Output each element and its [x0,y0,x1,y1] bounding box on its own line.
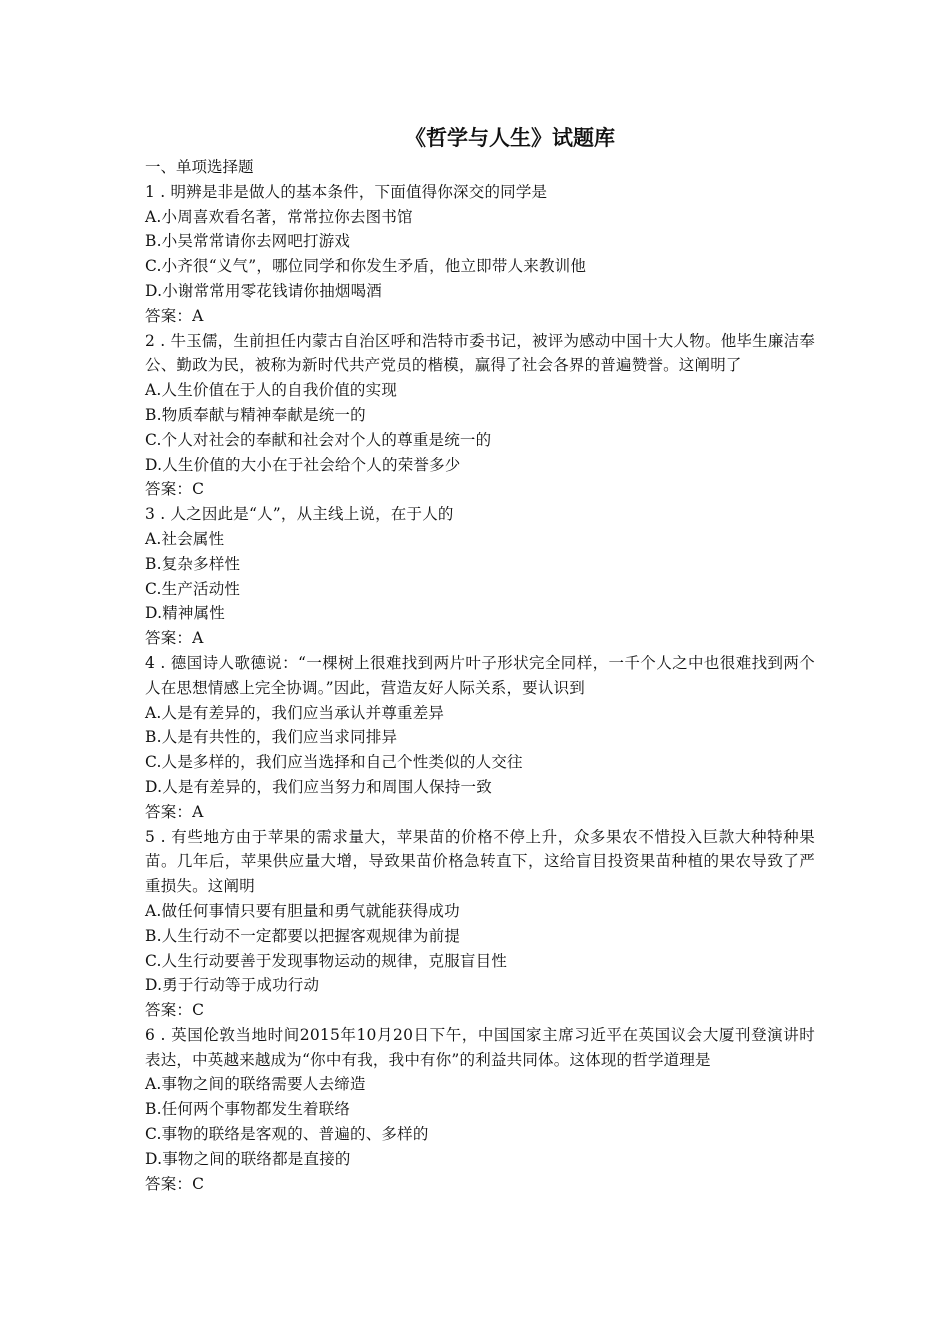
answer-key: 答案：A [145,306,204,325]
answer-option: A.人是有差异的，我们应当承认并尊重差异 [145,703,445,722]
question-number: 2 [145,331,156,350]
question-number: 1 [145,182,156,201]
question-item [145,1023,815,1197]
question-number-separator: . [155,505,171,524]
answer-option: D.精神属性 [145,604,226,623]
question-number-separator: . [155,653,171,672]
answer-option: C.个人对社会的奉献和社会对个人的尊重是统一的 [145,430,492,449]
answer-key: 答案：C [145,480,205,499]
section-heading: 一、单项选择题 [145,158,254,176]
document-title: 《哲学与人生》试题库 [405,125,615,150]
answer-option: C.人生行动要善于发现事物运动的规律，克服盲目性 [145,951,508,970]
question-number-separator: . [155,182,171,201]
answer-option: A.小周喜欢看名著，常常拉你去图书馆 [145,207,413,226]
answer-option: A.做任何事情只要有胆量和勇气就能获得成功 [145,901,460,920]
question-item [145,651,815,825]
question-text: 牛玉儒，生前担任内蒙古自治区呼和浩特市委书记，被评为感动中国十大人物。他毕生廉洁奉公、勤政为民，被称为新时代共产党员的楷模，赢得了社会各界的普遍赞誉。这阐明了 [145,331,815,375]
answer-option: B.人是有共性的，我们应当求同排异 [145,728,398,747]
question-number-separator: . [155,827,172,846]
question-number: 3 [145,505,156,524]
question-text: 英国伦敦当地时间2015年10月20日下午，中国国家主席习近平在英国议会大厦刊登演讲时表达，中英越来越成为“你中有我，我中有你”的利益共同体。这体现的哲学道理是 [145,1025,815,1069]
question-item [145,180,815,329]
answer-key: 答案：C [145,1001,205,1020]
answer-option: C.生产活动性 [145,579,241,598]
answer-option: B.任何两个事物都发生着联络 [145,1100,351,1119]
question-item [145,825,815,1023]
answer-option: A.社会属性 [145,529,225,548]
question-stem [145,825,815,899]
answer-option: D.人是有差异的，我们应当努力和周围人保持一致 [145,777,492,796]
question-stem [145,1023,815,1073]
answer-key: 答案：A [145,802,204,821]
document-page [145,123,815,1196]
answer-option: B.人生行动不一定都要以把握客观规律为前提 [145,926,461,945]
question-number: 5 [145,827,156,846]
question-item [145,502,815,651]
answer-key: 答案：A [145,629,204,648]
question-number-separator: . [155,1025,172,1044]
answer-option: A.事物之间的联络需要人去缔造 [145,1075,366,1094]
question-text: 人之因此是“人”，从主线上说，在于人的 [170,505,454,524]
answer-option: B.物质奉献与精神奉献是统一的 [145,405,366,424]
question-number: 6 [145,1025,156,1044]
question-item [145,329,815,503]
question-text: 有些地方由于苹果的需求量大，苹果苗的价格不停上升，众多果农不惜投入巨款大种特种果苗。几年后，苹果供应量大增，导致果苗价格急转直下，这给盲目投资果苗种植的果农导致了严重损失。这阐明 [145,827,815,896]
question-number: 4 [145,653,156,672]
question-stem [145,329,815,379]
answer-option: C.小齐很“义气”，哪位同学和你发生矛盾，他立即带人来教训他 [145,257,587,276]
question-stem [145,180,815,205]
question-list [145,180,815,1197]
question-stem [145,502,815,527]
question-text: 明辨是非是做人的基本条件，下面值得你深交的同学是 [170,182,548,201]
answer-option: D.小谢常常用零花钱请你抽烟喝酒 [145,281,383,300]
answer-option: D.事物之间的联络都是直接的 [145,1149,351,1168]
answer-option: C.事物的联络是客观的、普遍的、多样的 [145,1125,429,1144]
answer-option: B.复杂多样性 [145,554,241,573]
answer-option: A.人生价值在于人的自我价值的实现 [145,381,398,400]
question-number-separator: . [155,331,171,350]
answer-key: 答案：C [145,1174,205,1193]
question-stem [145,651,815,701]
answer-option: D.勇于行动等于成功行动 [145,976,320,995]
answer-option: B.小吴常常请你去网吧打游戏 [145,232,351,251]
answer-option: C.人是多样的，我们应当选择和自己个性类似的人交往 [145,753,523,772]
answer-option: D.人生价值的大小在于社会给个人的荣誉多少 [145,455,461,474]
question-text: 德国诗人歌德说：“一棵树上很难找到两片叶子形状完全同样，一千个人之中也很难找到两个人在思想情感上完全协调。”因此，营造友好人际关系，要认识到 [145,653,815,697]
